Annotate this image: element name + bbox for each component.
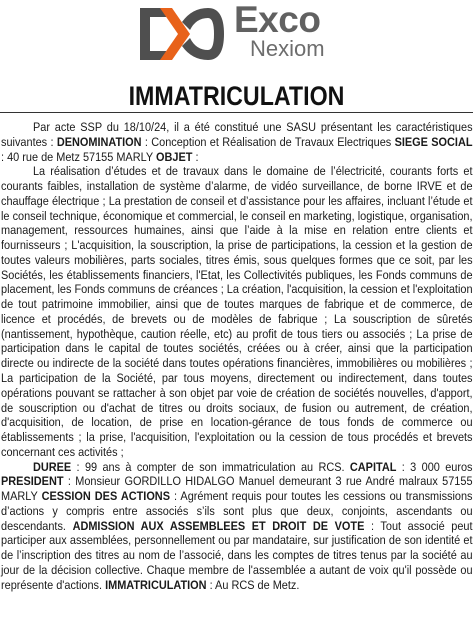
exco-emblem-icon — [138, 2, 228, 66]
cession-label: CESSION DES ACTIONS — [41, 489, 170, 504]
president-value: : Monsieur GORDILLO HIDALGO Manuel demeurant 3 rue André malraux 57155 MARLY — [1, 474, 473, 504]
admission-value: : Tout associé peut participer aux assemblées, personnellement ou par mandataire, sur justification de son identité et de l’inscription des titres au nom de l’associé, dans les comptes de titres tenus par la société au jour de la décision collective. Chaque membre de l'assemblée a autant de voix qu'il possède ou représente d'actions. — [1, 518, 473, 592]
objet-label: OBJET — [155, 149, 193, 164]
objet-paragraph: La réalisation d’études et de travaux dans le domaine de l’électricité, courants forts et courants faibles, installation de système d’alarme, de vidéo surveillance, de borne IRVE et de chauffage électrique ; La prestation de conseil et d’assistance pour les affaires, incluant l’étude et le conseil technique, économique et commercial, le conseil en marketing, logistique, organisation, management, ressources humaines, ainsi que l’aide à la mise en relation entre clients et fournisseurs ; L'acquisition, la souscription, la prise de participations, la cession et la gestion de toutes valeurs mobilières, parts sociales, titres émis, sous quelques formes que ce soit, par les Sociétés, les établissements financiers, l'Etat, les Collectivités publiques, les Fonds communs de placement, les Fonds communs de créances ; La création, l'acquisition, la cession et l'exploitation de tout patrimoine immobilier, ainsi que de toutes marques de fabrique et de commerce, de licence et procédés, de brevets ou de modèles de fabrique ; La souscription de sûretés (nantissement, hypothèque, caution réelle, etc) au profit de tous tiers ou associés ; La prise de participation dans le capital de toutes sociétés, créées ou à créer, ainsi que la participation directe ou indirecte de la société dans toutes opérations financières, immobilières ou mobilières ; La participation de la Société, par tous moyens, directement ou indirectement, dans toutes opérations pouvant se rattacher à son objet par voie de création de sociétés nouvelles, d'apport, de souscription ou d'achat de titres ou droits sociaux, de fusion ou autrement, de création, d'acquisition, de location, de prise en location-gérance de tous fonds de commerce ou établissements ; la prise, l'acquisition, l'exploitation ou la cession de tous procédés et brevets concernant ces activités ; — [1, 164, 473, 459]
cession-value: : Agrément requis pour toutes les cessions ou transmissions d’actions y compris entre associés s’ils sont plus que deux, conjoints, ascendants ou descendants. — [1, 489, 473, 533]
denomination-value: : Conception et Réalisation de Travaux Electriques — [141, 134, 395, 149]
logo-wordmark: Exco — [234, 0, 321, 40]
capital-label: CAPITAL — [349, 459, 397, 474]
immatriculation-label: IMMATRICULATION — [105, 577, 207, 592]
objet-colon: : — [192, 149, 199, 164]
exco-nexiom-logo — [138, 2, 338, 66]
title-divider — [0, 112, 473, 113]
siege-social-value: : 40 rue de Metz 57155 MARLY — [1, 149, 156, 164]
capital-value: : 3 000 euros — [396, 459, 473, 474]
duree-label: DUREE — [32, 459, 72, 474]
logo-subtitle: Nexiom — [250, 36, 325, 61]
duree-value: : 99 ans à compter de son immatriculation au RCS. — [71, 459, 350, 474]
siege-social-label: SIEGE SOCIAL — [394, 134, 473, 149]
notice-title: IMMATRICULATION — [128, 81, 345, 111]
details-paragraph — [1, 460, 473, 593]
intro-paragraph — [1, 120, 473, 164]
denomination-label: DENOMINATION — [56, 134, 142, 149]
intro-text: Par acte SSP du 18/10/24, il a été constitué une SASU présentant les caractéristiques suivantes : — [1, 120, 473, 149]
notice-body — [1, 120, 473, 593]
admission-label: ADMISSION AUX ASSEMBLEES ET DROIT DE VOTE — [72, 518, 365, 533]
president-label: PRESIDENT — [1, 474, 64, 489]
immatriculation-value: : Au RCS de Metz. — [206, 577, 300, 592]
